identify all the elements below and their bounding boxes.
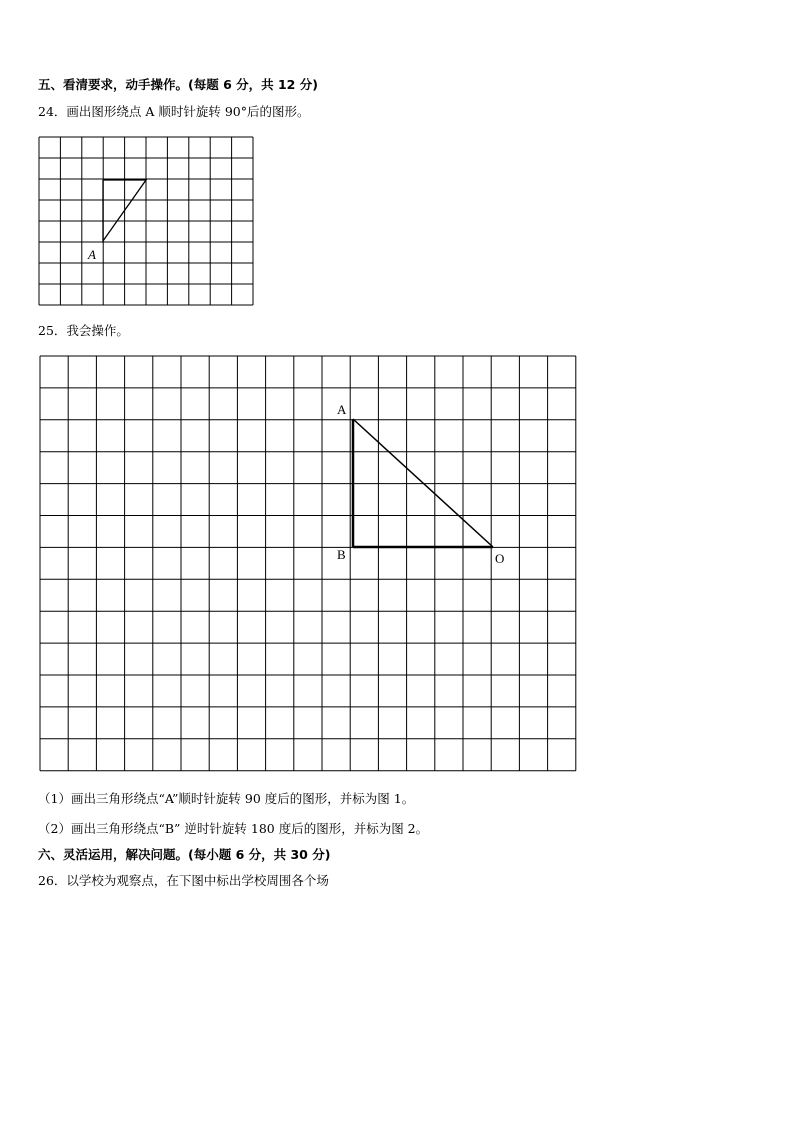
section-5-heading: 五、看清要求，动手操作。(每题 6 分，共 12 分): [38, 77, 318, 92]
question-26-text: 26．以学校为观察点，在下图中标出学校周围各个场: [38, 873, 329, 888]
question-25-text: 25．我会操作。: [38, 323, 129, 338]
triangle-abo: [353, 419, 493, 547]
question-24-text: 24．画出图形绕点 A 顺时针旋转 90°后的图形。: [38, 104, 310, 119]
question-25-subquestion-2: （2）画出三角形绕点“B” 逆时针旋转 180 度后的图形，并标为图 2。: [38, 821, 429, 836]
point-b-label: B: [337, 547, 346, 562]
point-a-label: A: [337, 402, 347, 417]
section-6-heading: 六、灵活运用，解决问题。(每小题 6 分，共 30 分): [38, 847, 331, 862]
question-25-subquestion-1: （1）画出三角形绕点“A”顺时针旋转 90 度后的图形，并标为图 1。: [38, 791, 415, 806]
point-o-label: O: [495, 551, 505, 566]
point-a-label: A: [88, 247, 96, 262]
